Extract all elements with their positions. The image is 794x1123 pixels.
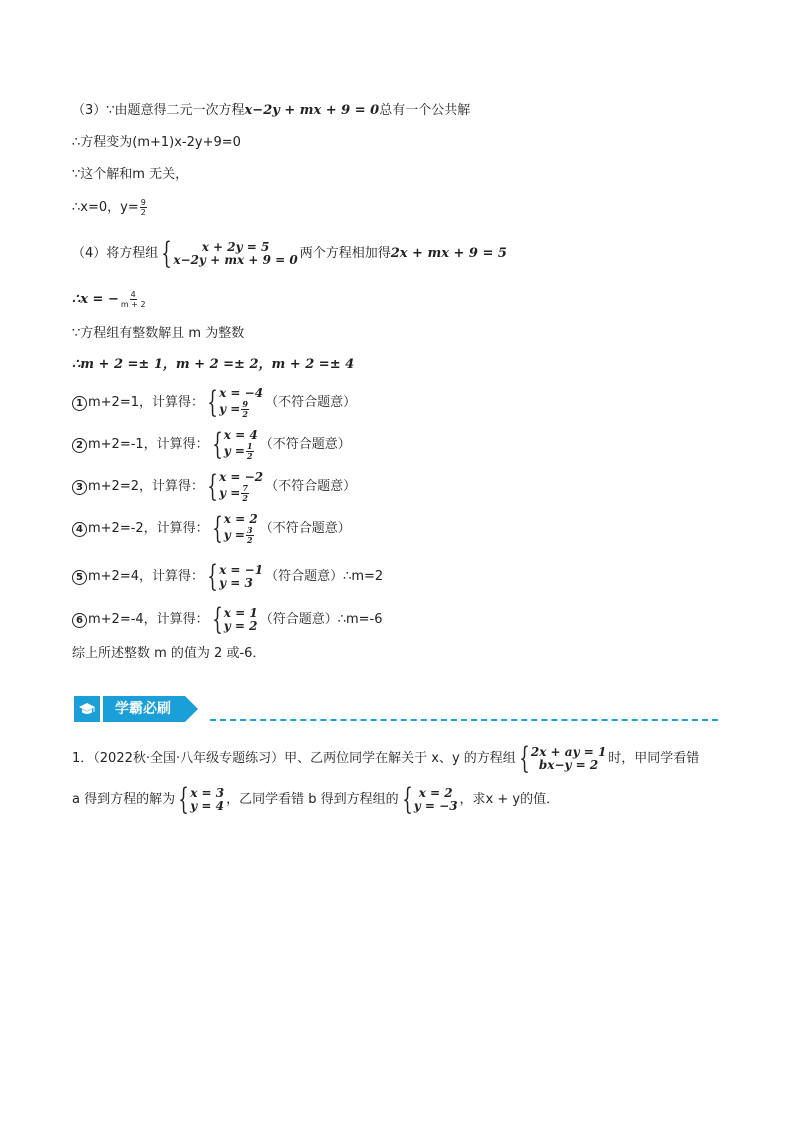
brace-icon: { [207,385,218,420]
circled-number: 5 [72,570,87,585]
banner-divider [210,719,718,721]
part4-condition: ∵方程组有整数解且 m 为整数 [72,326,245,341]
equation-system: { x + 2y = 5 x−2y + mx + 9 = 0 [161,236,298,271]
part3-line2: ∴方程变为(m+1)x-2y+9=0 [72,135,241,150]
brace-icon: { [161,236,173,271]
brace-icon: { [207,469,218,504]
fraction: $\frac{4}{m + 2}$ [120,290,146,309]
brace-icon: { [207,559,218,594]
solution-system: { x = −1 y = 3 [207,559,264,594]
case-6: 6 m+2=-4，计算得： { x = 1 y = 2 （符合题意） ∴m=-6 [72,605,383,635]
part3-intro: （3）∵由题意得二元一次方程 [72,103,245,118]
case-1: 1 m+2=1，计算得： { x = −4 y = $\frac{9}{2}$ （不符合题意） [72,387,356,419]
question-1-text: 1．（2022秋·全国·八年级专题练习）甲、乙两位同学在解关于 x、y 的方程组 [72,751,516,766]
equation-system: { 2x + ay = 1 bx−y = 2 [519,741,607,776]
part4-mid: 两个方程相加得 [299,246,391,261]
case-4: 4 m+2=-2，计算得： { x = 2 y = $\frac{3}{2}$ （不符合题意） [72,513,351,545]
question-1-line1: 1．（2022秋·全国·八年级专题练习）甲、乙两位同学在解关于 x、y 的方程组 { 2x + ay = 1 bx−y = 2 时，甲同学看错 [72,741,700,776]
fraction: $\frac{9}{2}$ [242,399,248,419]
part3-solution: ∴x=0，y= [72,199,139,215]
case-5: 5 m+2=4，计算得： { x = −1 y = 3 （符合题意） ∴m=2 [72,562,383,592]
part3-line4 [72,198,148,217]
case-2: 2 m+2=-1，计算得： { x = 4 y = $\frac{1}{2}$ （不符合题意） [72,429,351,461]
circled-number: 6 [72,613,87,628]
solution-system: { x = 1 y = 2 [211,602,258,637]
part3-line1 [72,103,470,119]
solution-system: { x = 2 y = $\frac{3}{2}$ [211,511,258,546]
part4-cases-line: ∴m + 2 =± 1，m + 2 =± 2，m + 2 =± 4 [72,357,355,372]
sum-equation: 2x + mx + 9 = 5 [390,246,507,261]
fraction: $\frac{7}{2}$ [242,483,248,503]
solution-system: { x = −4 y = $\frac{9}{2}$ [207,385,264,420]
part4-intro: （4）将方程组 [72,246,159,261]
solution-system: { x = −2 y = $\frac{7}{2}$ [207,469,264,504]
brace-icon: { [519,741,530,776]
solution-system: { x = 3 y = 4 [178,782,225,817]
brace-icon: { [211,511,223,546]
brace-icon: { [211,602,223,637]
conclusion: 综上所述整数 m 的值为 2 或-6． [72,646,266,661]
brace-icon: { [211,427,223,462]
fraction: $\frac{1}{2}$ [247,441,253,461]
part3-equation: x−2y + mx + 9 = 0 [244,103,380,118]
brace-icon: { [401,782,413,817]
circled-number: 2 [72,438,87,453]
part3-line3: ∵这个解和m 无关， [72,167,189,182]
circled-number: 4 [72,522,87,537]
circled-number: 3 [72,480,87,495]
part4-x-solution: ∴x = − $\frac{4}{m + 2}$ [72,290,146,309]
section-banner [74,696,185,722]
fraction: $\frac{3}{2}$ [247,525,253,545]
fraction: $\frac{9}{2}$ [140,198,146,217]
brace-icon: { [178,782,189,817]
solution-system: { x = 2 y = −3 [401,782,458,817]
case-3: 3 m+2=2，计算得： { x = −2 y = $\frac{7}{2}$ （不符合题意） [72,471,356,503]
circled-number: 1 [72,396,87,411]
part4-line1 [72,236,507,271]
graduation-cap-icon [74,696,100,722]
banner-title: 学霸必刷 [103,696,185,722]
question-1-line2: a 得到方程的解为 { x = 3 y = 4 ，乙同学看错 b 得到方程组的 { x = 2 y = −3 ，求x + y的值． [72,782,560,817]
part3-intro-tail: 总有一个公共解 [379,103,471,118]
solution-system: { x = 4 y = $\frac{1}{2}$ [211,427,258,462]
